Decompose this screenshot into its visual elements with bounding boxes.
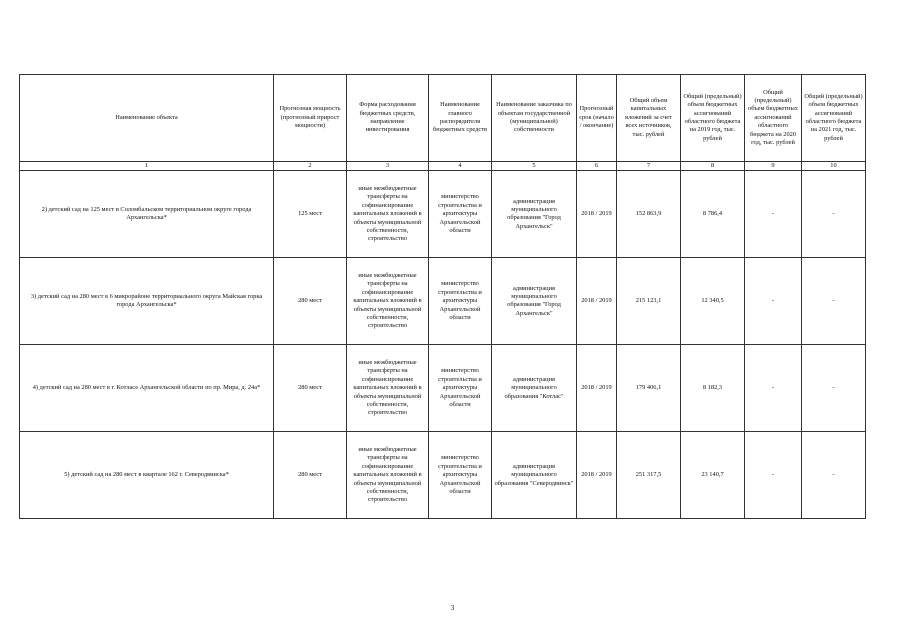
header-budget-manager: Наименование главного распорядителя бюджетных средств: [429, 75, 492, 162]
spending-form: иные межбюджетные трансферты на софинансирование капитальных вложений в объекты муниципальной собственности, строительство: [347, 432, 429, 519]
table-row: [20, 258, 866, 345]
term: 2018 / 2019: [577, 432, 617, 519]
column-number: 3: [347, 162, 429, 171]
object-name: 3) детский сад на 280 мест в 6 микрорайоне территориального округа Майская горка города Архангельска*: [20, 258, 274, 345]
header-object-name: Наименование объекта: [20, 75, 274, 162]
budget-2020: -: [745, 345, 802, 432]
term: 2018 / 2019: [577, 345, 617, 432]
budget-2021: -: [802, 258, 866, 345]
total-investment: 215 123,1: [617, 258, 681, 345]
table-row: [20, 171, 866, 258]
spending-form: иные межбюджетные трансферты на софинансирование капитальных вложений в объекты муниципальной собственности, строительство: [347, 345, 429, 432]
budget-manager: министерство строительства и архитектуры Архангельской области: [429, 258, 492, 345]
object-name: 5) детский сад на 280 мест в квартале 162 г. Северодвинска*: [20, 432, 274, 519]
budget-manager: министерство строительства и архитектуры Архангельской области: [429, 345, 492, 432]
table-row: [20, 345, 866, 432]
budget-manager: министерство строительства и архитектуры Архангельской области: [429, 432, 492, 519]
header-budget-2020: Общий (предельный) объем бюджетных ассигнований областного бюджета на 2020 год, тыс. рублей: [745, 75, 802, 162]
column-number: 7: [617, 162, 681, 171]
column-number: 4: [429, 162, 492, 171]
investment-objects-table: [19, 74, 866, 519]
budget-2020: -: [745, 258, 802, 345]
header-spending-form: Форма расходования бюджетных средств, направление инвестирования: [347, 75, 429, 162]
term: 2018 / 2019: [577, 258, 617, 345]
budget-2020: -: [745, 432, 802, 519]
budget-2019: 23 140,7: [681, 432, 745, 519]
customer: администрация муниципального образования "Город Архангельск": [492, 258, 577, 345]
capacity: 125 мест: [274, 171, 347, 258]
column-number: 2: [274, 162, 347, 171]
header-budget-2021: Общий (предельный) объем бюджетных ассигнований областного бюджета на 2021 год, тыс. рублей: [802, 75, 866, 162]
budget-2020: -: [745, 171, 802, 258]
column-number: 5: [492, 162, 577, 171]
header-budget-2019: Общий (предельный) объем бюджетных ассигнований областного бюджета на 2019 год, тыс. рублей: [681, 75, 745, 162]
budget-2021: -: [802, 171, 866, 258]
table-header-row: [20, 75, 866, 162]
customer: администрация муниципального образования "Город Архангельск": [492, 171, 577, 258]
page-number: 3: [450, 604, 455, 612]
total-investment: 152 863,9: [617, 171, 681, 258]
column-number: 10: [802, 162, 866, 171]
column-number: 8: [681, 162, 745, 171]
header-customer: Наименование заказчика по объектам государственной (муниципальной) собственности: [492, 75, 577, 162]
spending-form: иные межбюджетные трансферты на софинансирование капитальных вложений в объекты муниципальной собственности, строительство: [347, 258, 429, 345]
budget-2019: 12 340,5: [681, 258, 745, 345]
capacity: 280 мест: [274, 345, 347, 432]
object-name: 2) детский сад на 125 мест в Соломбальском территориальном округе города Архангельска*: [20, 171, 274, 258]
column-number-row: [20, 162, 866, 171]
capacity: 280 мест: [274, 432, 347, 519]
budget-2021: -: [802, 432, 866, 519]
budget-2019: 8 182,3: [681, 345, 745, 432]
total-investment: 179 406,1: [617, 345, 681, 432]
budget-manager: министерство строительства и архитектуры Архангельской области: [429, 171, 492, 258]
total-investment: 251 317,5: [617, 432, 681, 519]
column-number: 1: [20, 162, 274, 171]
object-name: 4) детский сад на 280 мест в г. Котласе Архангельской области по пр. Мира, д. 24а*: [20, 345, 274, 432]
capacity: 280 мест: [274, 258, 347, 345]
header-total-investment: Общий объем капитальных вложений за счет всех источников, тыс. рублей: [617, 75, 681, 162]
customer: администрация муниципального образования "Котлас": [492, 345, 577, 432]
term: 2018 / 2019: [577, 171, 617, 258]
column-number: 9: [745, 162, 802, 171]
spending-form: иные межбюджетные трансферты на софинансирование капитальных вложений в объекты муниципальной собственности, строительство: [347, 171, 429, 258]
customer: администрация муниципального образования "Северодвинск": [492, 432, 577, 519]
header-capacity: Прогнозная мощность (прогнозный прирост мощности): [274, 75, 347, 162]
table-row: [20, 432, 866, 519]
budget-2021: -: [802, 345, 866, 432]
budget-2019: 8 786,4: [681, 171, 745, 258]
header-term: Прогнозный срок (начало / окончание): [577, 75, 617, 162]
column-number: 6: [577, 162, 617, 171]
